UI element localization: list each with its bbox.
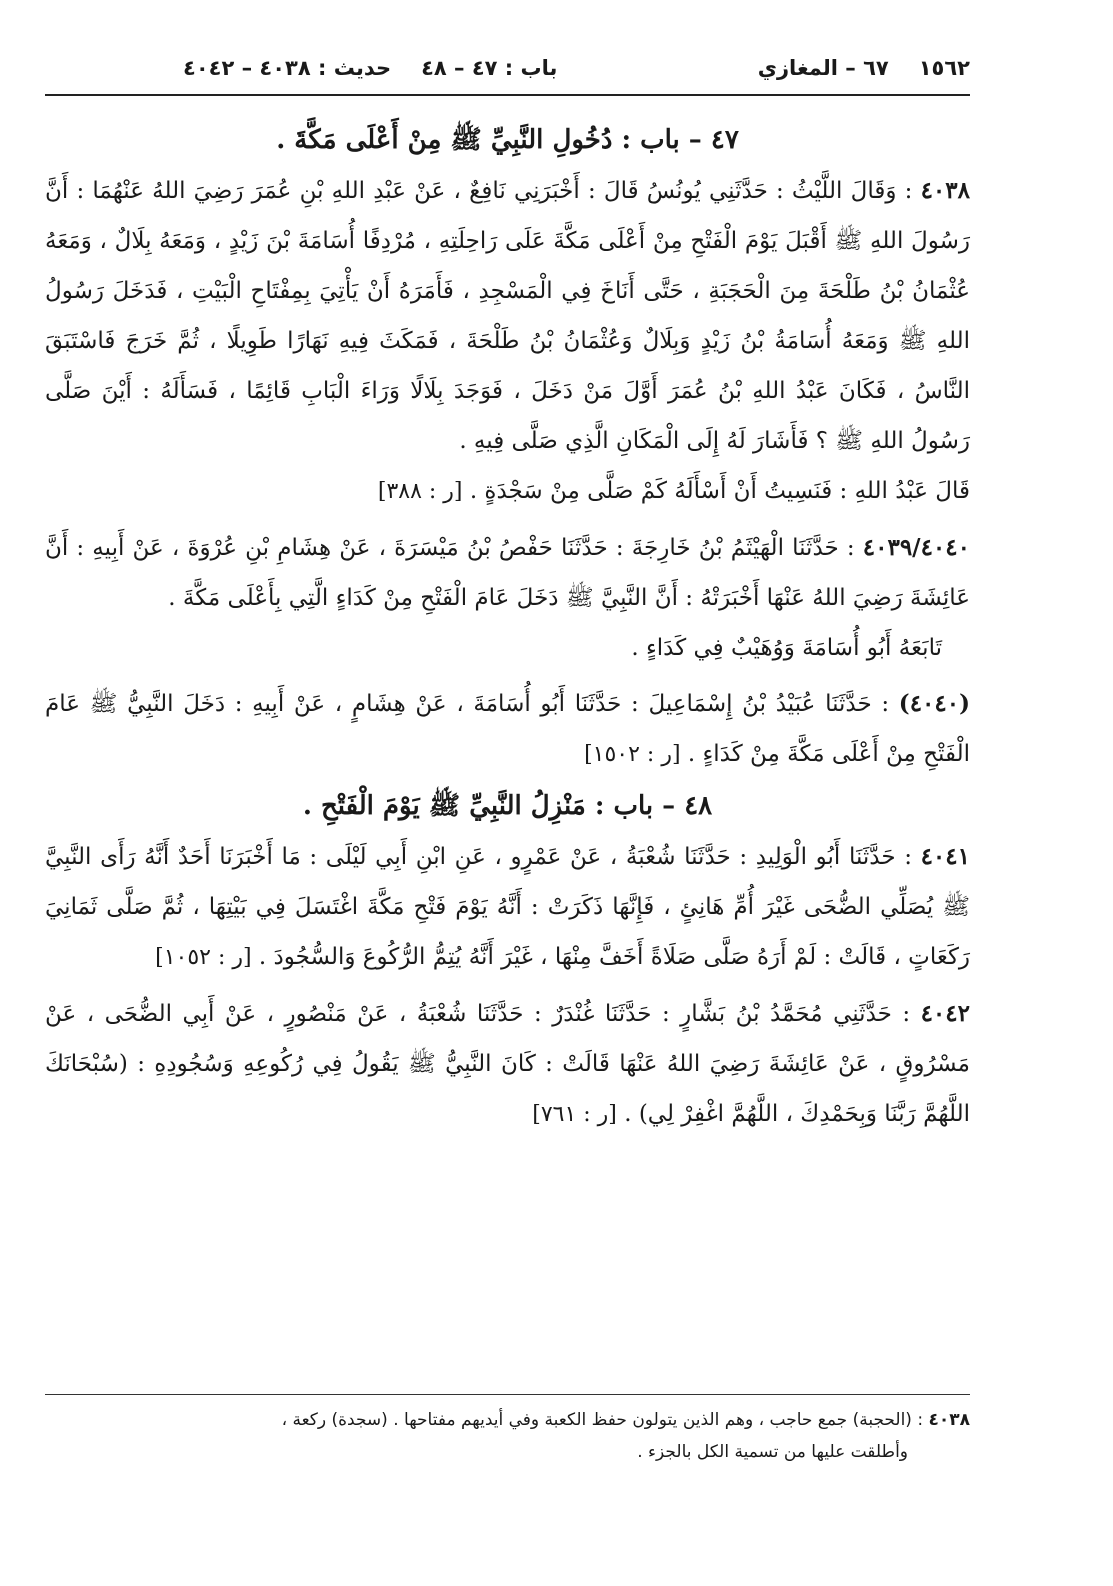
hadith-number: ٤٠٤٢ <box>920 1000 970 1027</box>
hadith-number: (٤٠٤٠) <box>898 690 970 717</box>
cross-reference: [ر : ٣٨٨] <box>377 479 463 504</box>
running-header <box>183 48 970 88</box>
hadith-4038-tail <box>45 466 970 517</box>
hadith-4040 <box>45 679 970 780</box>
hadith-4038 <box>45 166 970 466</box>
hadith-4039-follow <box>45 623 970 673</box>
header-left-group <box>183 56 557 80</box>
footnote-number: ٤٠٣٨ <box>928 1410 970 1430</box>
footnote-divider <box>45 1394 970 1395</box>
hadith-4039 <box>45 523 970 623</box>
hadith-body: : حَدَّثَنَا عُبَيْدُ بْنُ إِسْمَاعِيلَ : حَدَّثَنَا أَبُو أُسَامَةَ ، عَنْ هِشَامٍ ، عَنْ أَبِيهِ : دَخَلَ النَّبِيُّ ﷺ عَامَ الْفَتْحِ مِنْ أَعْلَى مَكَّةَ مِنْ كَدَاءٍ . <box>45 691 970 767</box>
footnote-line-2: وأطلقت عليها من تسمية الكل بالجزء . <box>637 1442 908 1462</box>
cross-reference: [ر : ١٠٥٢] <box>155 945 252 970</box>
main-text <box>45 114 970 1140</box>
cross-reference: [ر : ٧٦١] <box>532 1102 617 1127</box>
footnote <box>45 1404 970 1468</box>
header-right-group <box>758 56 970 80</box>
hadith-body: : حَدَّثَنَا أَبُو الْوَلِيدِ : حَدَّثَنَا شُعْبَةُ ، عَنْ عَمْرٍو ، عَنِ ابْنِ أَبِي لَيْلَى : مَا أَخْبَرَنَا أَحَدٌ أَنَّهُ رَأَى النَّبِيَّ ﷺ يُصَلِّي الضُّحَى غَيْرَ أُمِّ هَانِئٍ ، فَإِنَّهَا ذَكَرَتْ : أَنَّهُ يَوْمَ فَتْحِ مَكَّةَ اغْتَسَلَ فِي بَيْتِهَا ، ثُمَّ صَلَّى ثَمَانِيَ رَكَعَاتٍ ، قَالَتْ : لَمْ أَرَهُ صَلَّى صَلَاةً أَخَفَّ مِنْهَا ، غَيْرَ أَنَّهُ يُتِمُّ الرُّكُوعَ وَالسُّجُودَ . <box>45 844 970 970</box>
hadith-4042 <box>45 989 970 1140</box>
hadith-body: : حَدَّثَنَا الْهَيْثَمُ بْنُ خَارِجَةَ : حَدَّثَنَا حَفْصُ بْنُ مَيْسَرَةَ ، عَنْ هِشَامِ بْنِ عُرْوَةَ ، عَنْ أَبِيهِ : أَنَّ عَائِشَةَ رَضِيَ اللهُ عَنْهَا أَخْبَرَتْهُ : أَنَّ النَّبِيَّ ﷺ دَخَلَ عَامَ الْفَتْحِ مِنْ كَدَاءٍ الَّتِي بِأَعْلَى مَكَّةَ . <box>45 535 970 611</box>
book-title: ٦٧ – المغازي <box>757 56 889 80</box>
cross-reference: [ر : ١٥٠٢] <box>584 742 681 767</box>
footnote-line-1 <box>45 1404 970 1436</box>
hadith-4041 <box>45 832 970 983</box>
hadith-number: ٤٠٣٩/٤٠٤٠ <box>862 534 970 561</box>
hadith-body: : وَقَالَ اللَّيْثُ : حَدَّثَنِي يُونُسُ قَالَ : أَخْبَرَنِي نَافِعٌ ، عَنْ عَبْدِ اللهِ بْنِ عُمَرَ رَضِيَ اللهُ عَنْهُمَا : أَنَّ رَسُولَ اللهِ ﷺ أَقْبَلَ يَوْمَ الْفَتْحِ مِنْ أَعْلَى مَكَّةَ عَلَى رَاحِلَتِهِ ، مُرْدِفًا أُسَامَةَ بْنَ زَيْدٍ ، وَمَعَهُ بِلَالٌ ، وَمَعَهُ عُثْمَانُ بْنُ طَلْحَةَ مِنَ الْحَجَبَةِ ، حَتَّى أَنَاخَ فِي الْمَسْجِدِ ، فَأَمَرَهُ أَنْ يَأْتِيَ بِمِفْتَاحِ الْبَيْتِ ، فَدَخَلَ رَسُولُ اللهِ ﷺ وَمَعَهُ أُسَامَةُ بْنُ زَيْدٍ وَبِلَالٌ وَعُثْمَانُ بْنُ طَلْحَةَ ، فَمَكَثَ فِيهِ نَهَارًا طَوِيلًا ، ثُمَّ خَرَجَ فَاسْتَبَقَ النَّاسُ ، فَكَانَ عَبْدُ اللهِ بْنُ عُمَرَ أَوَّلَ مَنْ دَخَلَ ، فَوَجَدَ بِلَالًا وَرَاءَ الْبَابِ قَائِمًا ، فَسَأَلَهُ : أَيْنَ صَلَّى رَسُولُ اللهِ ﷺ ؟ فَأَشَارَ لَهُ إِلَى الْمَكَانِ الَّذِي صَلَّى فِيهِ . <box>45 178 970 454</box>
chapter-heading-48: ٤٨ – باب : مَنْزِلُ النَّبِيِّ ﷺ يَوْمَ الْفَتْحِ . <box>302 791 713 821</box>
chapter-heading-47: ٤٧ – باب : دُخُولِ النَّبِيِّ ﷺ مِنْ أَعْلَى مَكَّةَ . <box>276 125 739 155</box>
page-number: ١٥٦٢ <box>918 56 970 80</box>
hadith-range: حديث : ٤٠٣٨ – ٤٠٤٢ <box>183 56 392 80</box>
hadith-follow-text: تَابَعَهُ أَبُو أُسَامَةَ وَوُهَيْبٌ فِي كَدَاءٍ . <box>631 635 942 661</box>
hadith-number: ٤٠٣٨ <box>920 177 970 204</box>
header-divider <box>45 94 970 96</box>
hadith-tail-text: قَالَ عَبْدُ اللهِ : فَنَسِيتُ أَنْ أَسْأَلَهُ كَمْ صَلَّى مِنْ سَجْدَةٍ . <box>469 478 970 504</box>
hadith-number: ٤٠٤١ <box>920 843 970 870</box>
chapter-range: باب : ٤٧ – ٤٨ <box>421 56 558 80</box>
hadith-body: : حَدَّثَنِي مُحَمَّدُ بْنُ بَشَّارٍ : حَدَّثَنَا غُنْدَرٌ : حَدَّثَنَا شُعْبَةُ ، عَنْ مَنْصُورٍ ، عَنْ أَبِي الضُّحَى ، عَنْ مَسْرُوقٍ ، عَنْ عَائِشَةَ رَضِيَ اللهُ عَنْهَا قَالَتْ : كَانَ النَّبِيُّ ﷺ يَقُولُ فِي رُكُوعِهِ وَسُجُودِهِ : (سُبْحَانَكَ اللَّهُمَّ رَبَّنَا وَبِحَمْدِكَ ، اللَّهُمَّ اغْفِرْ لِي) . <box>45 1001 970 1127</box>
footnote-text-1: : (الحجبة) جمع حاجب ، وهم الذين يتولون حفظ الكعبة وفي أيديهم مفتاحها . (سجدة) ركعة ، <box>281 1410 929 1430</box>
